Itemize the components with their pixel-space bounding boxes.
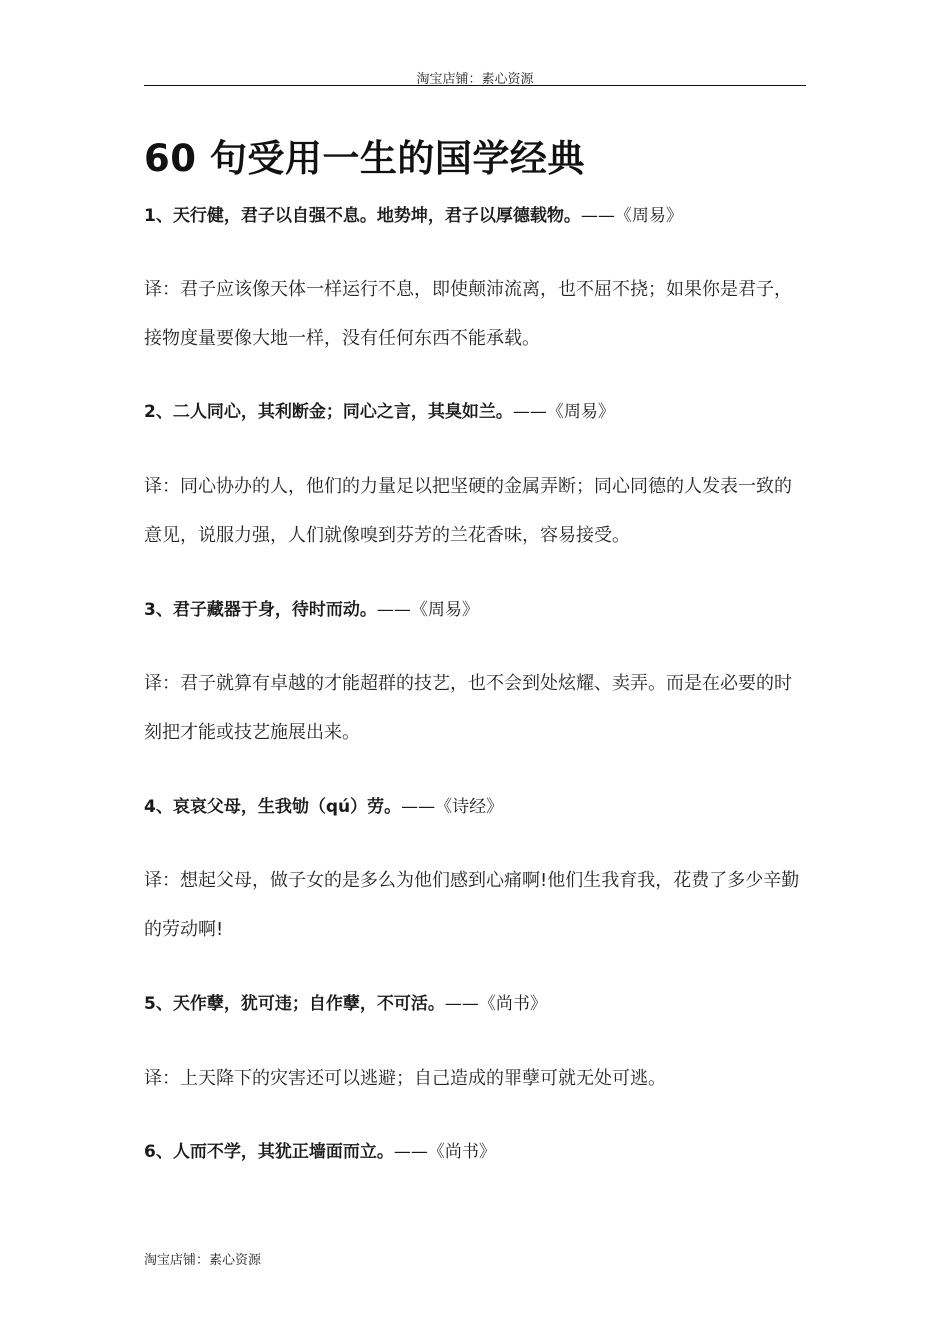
quote-2 xyxy=(144,397,809,427)
header-divider xyxy=(144,85,806,86)
document-title: 60 句受用一生的国学经典 xyxy=(144,137,585,180)
quote-text: 5、天作孽，犹可违；自作孽，不可活。 xyxy=(144,994,445,1014)
quote-source: ——《诗经》 xyxy=(401,797,504,817)
quote-4 xyxy=(144,792,809,822)
quote-text: 4、哀哀父母，生我劬（qú）劳。 xyxy=(144,797,402,817)
quote-3 xyxy=(144,595,809,625)
translation-4: 译：想起父母，做子女的是多么为他们感到心痛啊!他们生我育我，花费了多少辛勤的劳动啊! xyxy=(144,870,800,940)
translation-2: 译：同心协办的人，他们的力量足以把坚硬的金属弄断；同心同德的人发表一致的意见，说服力强，人们就像嗅到芬芳的兰花香味，容易接受。 xyxy=(144,476,792,546)
quote-1 xyxy=(144,201,809,231)
quote-5 xyxy=(144,989,809,1019)
translation-1: 译：君子应该像天体一样运行不息，即使颠沛流离，也不屈不挠；如果你是君子，接物度量要像大地一样，没有任何东西不能承载。 xyxy=(144,279,792,349)
quote-6 xyxy=(144,1137,809,1167)
translation-5: 译：上天降下的灾害还可以逃避；自己造成的罪孽可就无处可逃。 xyxy=(144,1068,666,1089)
quote-source: ——《周易》 xyxy=(580,206,683,226)
quote-text: 6、人而不学，其犹正墙面而立。 xyxy=(144,1142,394,1162)
quote-source: ——《周易》 xyxy=(376,600,479,620)
translation-3: 译：君子就算有卓越的才能超群的技艺，也不会到处炫耀、卖弄。而是在必要的时刻把才能或技艺施展出来。 xyxy=(144,673,792,743)
page-footer: 淘宝店铺：素心资源 xyxy=(144,1253,262,1268)
quote-text: 2、二人同心，其利断金；同心之言，其臭如兰。 xyxy=(144,402,513,422)
quote-source: ——《尚书》 xyxy=(393,1142,496,1162)
page-header: 淘宝店铺：素心资源 xyxy=(416,72,534,87)
quote-source: ——《尚书》 xyxy=(444,994,547,1014)
quote-text: 3、君子藏器于身，待时而动。 xyxy=(144,600,377,620)
quote-source: ——《周易》 xyxy=(512,402,615,422)
quote-text: 1、天行健，君子以自强不息。地势坤，君子以厚德载物。 xyxy=(144,206,581,226)
